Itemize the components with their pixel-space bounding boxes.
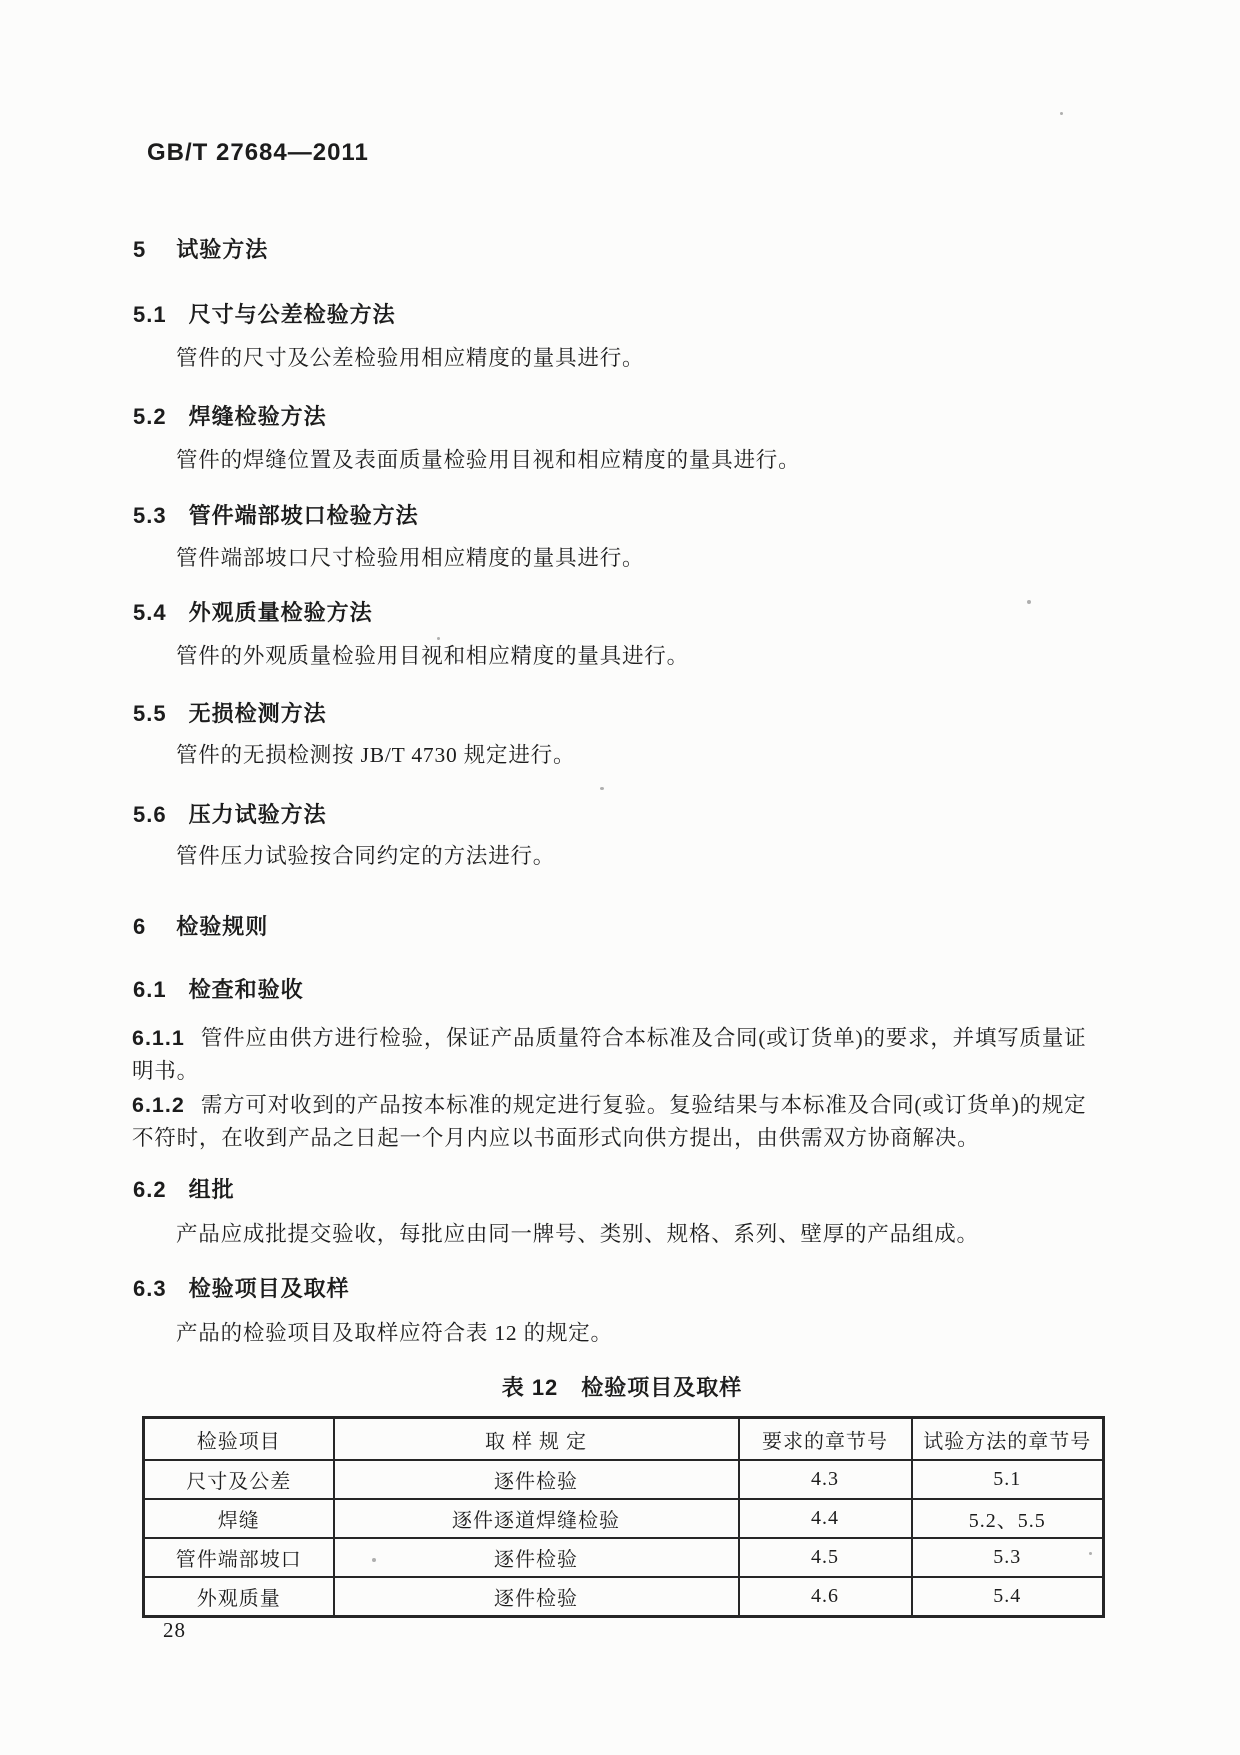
section-6-2-heading [133,1173,235,1204]
scan-speck [1027,600,1031,604]
chapter-number: 5 [133,237,147,262]
table-cell: 管件端部坡口 [144,1538,334,1577]
table-row [144,1499,1104,1538]
section-5-5-heading [133,697,327,728]
section-title: 尺寸与公差检验方法 [188,302,396,327]
table-cell: 5.2、5.5 [912,1499,1104,1538]
section-number: 5.2 [133,404,167,429]
section-number: 5.4 [133,600,167,625]
scan-speck [1060,112,1063,115]
standard-number: GB/T 27684—2011 [147,139,369,166]
table-cell: 外观质量 [144,1577,334,1617]
section-6-3-heading [133,1272,350,1303]
table-row [144,1460,1104,1499]
section-5-1-heading [133,298,396,329]
table-row [144,1577,1104,1617]
paragraph-5-1: 管件的尺寸及公差检验用相应精度的量具进行。 [176,346,645,370]
table-header-cell: 要求的章节号 [739,1418,912,1461]
clause-line: 不符时，在收到产品之日起一个月内应以书面形式向供方提出，由供需双方协商解决。 [132,1126,980,1150]
table-cell: 逐件检验 [334,1538,739,1577]
clause-6-1-2 [132,1089,1086,1155]
section-title: 组批 [188,1177,235,1202]
table-cell: 焊缝 [144,1499,334,1538]
scan-speck [1089,1552,1092,1555]
section-5-3-heading [133,499,419,530]
clause-text: 管件应由供方进行检验，保证产品质量符合本标准及合同(或订货单)的要求，并填写质量证 [200,1026,1087,1050]
chapter-5-heading [133,233,268,264]
section-number: 5.6 [133,802,167,827]
paragraph-6-3: 产品的检验项目及取样应符合表 12 的规定。 [176,1321,613,1345]
paragraph-5-3: 管件端部坡口尺寸检验用相应精度的量具进行。 [176,546,645,570]
section-6-1-heading [133,973,304,1004]
clause-number: 6.1.2 [132,1093,185,1117]
table-cell: 4.6 [739,1577,912,1617]
clause-line [132,1089,1086,1122]
scan-speck [437,637,440,640]
paragraph-5-4: 管件的外观质量检验用目视和相应精度的量具进行。 [176,644,689,668]
paragraph-5-5: 管件的无损检测按 JB/T 4730 规定进行。 [176,743,576,767]
clause-text: 需方可对收到的产品按本标准的规定进行复验。复验结果与本标准及合同(或订货单)的规定 [200,1093,1087,1117]
section-title: 压力试验方法 [188,802,327,827]
chapter-number: 6 [133,914,147,939]
table-cell: 5.3 [912,1538,1104,1577]
clause-line [132,1022,1086,1055]
table-cell: 逐件检验 [334,1460,739,1499]
table-cell: 逐件检验 [334,1577,739,1617]
paragraph-5-6: 管件压力试验按合同约定的方法进行。 [176,844,556,868]
table-cell: 尺寸及公差 [144,1460,334,1499]
section-title: 外观质量检验方法 [188,600,373,625]
table-header-cell: 试验方法的章节号 [912,1418,1104,1461]
section-number: 6.1 [133,977,167,1002]
paragraph-6-2: 产品应成批提交验收，每批应由同一牌号、类别、规格、系列、壁厚的产品组成。 [176,1222,979,1246]
section-title: 无损检测方法 [188,701,327,726]
table-row [144,1538,1104,1577]
table-cell: 5.1 [912,1460,1104,1499]
table-cell: 4.3 [739,1460,912,1499]
clause-6-1-1 [132,1022,1086,1088]
clause-number: 6.1.1 [132,1026,185,1050]
section-title: 管件端部坡口检验方法 [188,503,419,528]
section-number: 5.5 [133,701,167,726]
section-5-6-heading [133,798,327,829]
chapter-title: 检验规则 [176,914,269,939]
chapter-title: 试验方法 [176,237,269,262]
table-cell: 4.4 [739,1499,912,1538]
section-title: 检查和验收 [188,977,304,1002]
section-title: 检验项目及取样 [188,1276,350,1301]
section-5-2-heading [133,400,327,431]
scan-speck [600,787,604,790]
section-5-4-heading [133,596,373,627]
table-caption: 表 12 检验项目及取样 [501,1375,743,1400]
page-number: 28 [163,1618,186,1642]
table-cell: 4.5 [739,1538,912,1577]
table-cell: 5.4 [912,1577,1104,1617]
inspection-table [142,1416,1105,1618]
section-number: 5.3 [133,503,167,528]
section-number: 6.2 [133,1177,167,1202]
clause-line: 明书。 [132,1059,199,1083]
table-cell: 逐件逐道焊缝检验 [334,1499,739,1538]
section-number: 6.3 [133,1276,167,1301]
paragraph-5-2: 管件的焊缝位置及表面质量检验用目视和相应精度的量具进行。 [176,448,801,472]
section-number: 5.1 [133,302,167,327]
table-header-cell: 取 样 规 定 [334,1418,739,1461]
table-header-cell: 检验项目 [144,1418,334,1461]
table-header-row [144,1418,1104,1461]
scan-speck [372,1558,376,1562]
section-title: 焊缝检验方法 [188,404,327,429]
chapter-6-heading [133,910,268,941]
